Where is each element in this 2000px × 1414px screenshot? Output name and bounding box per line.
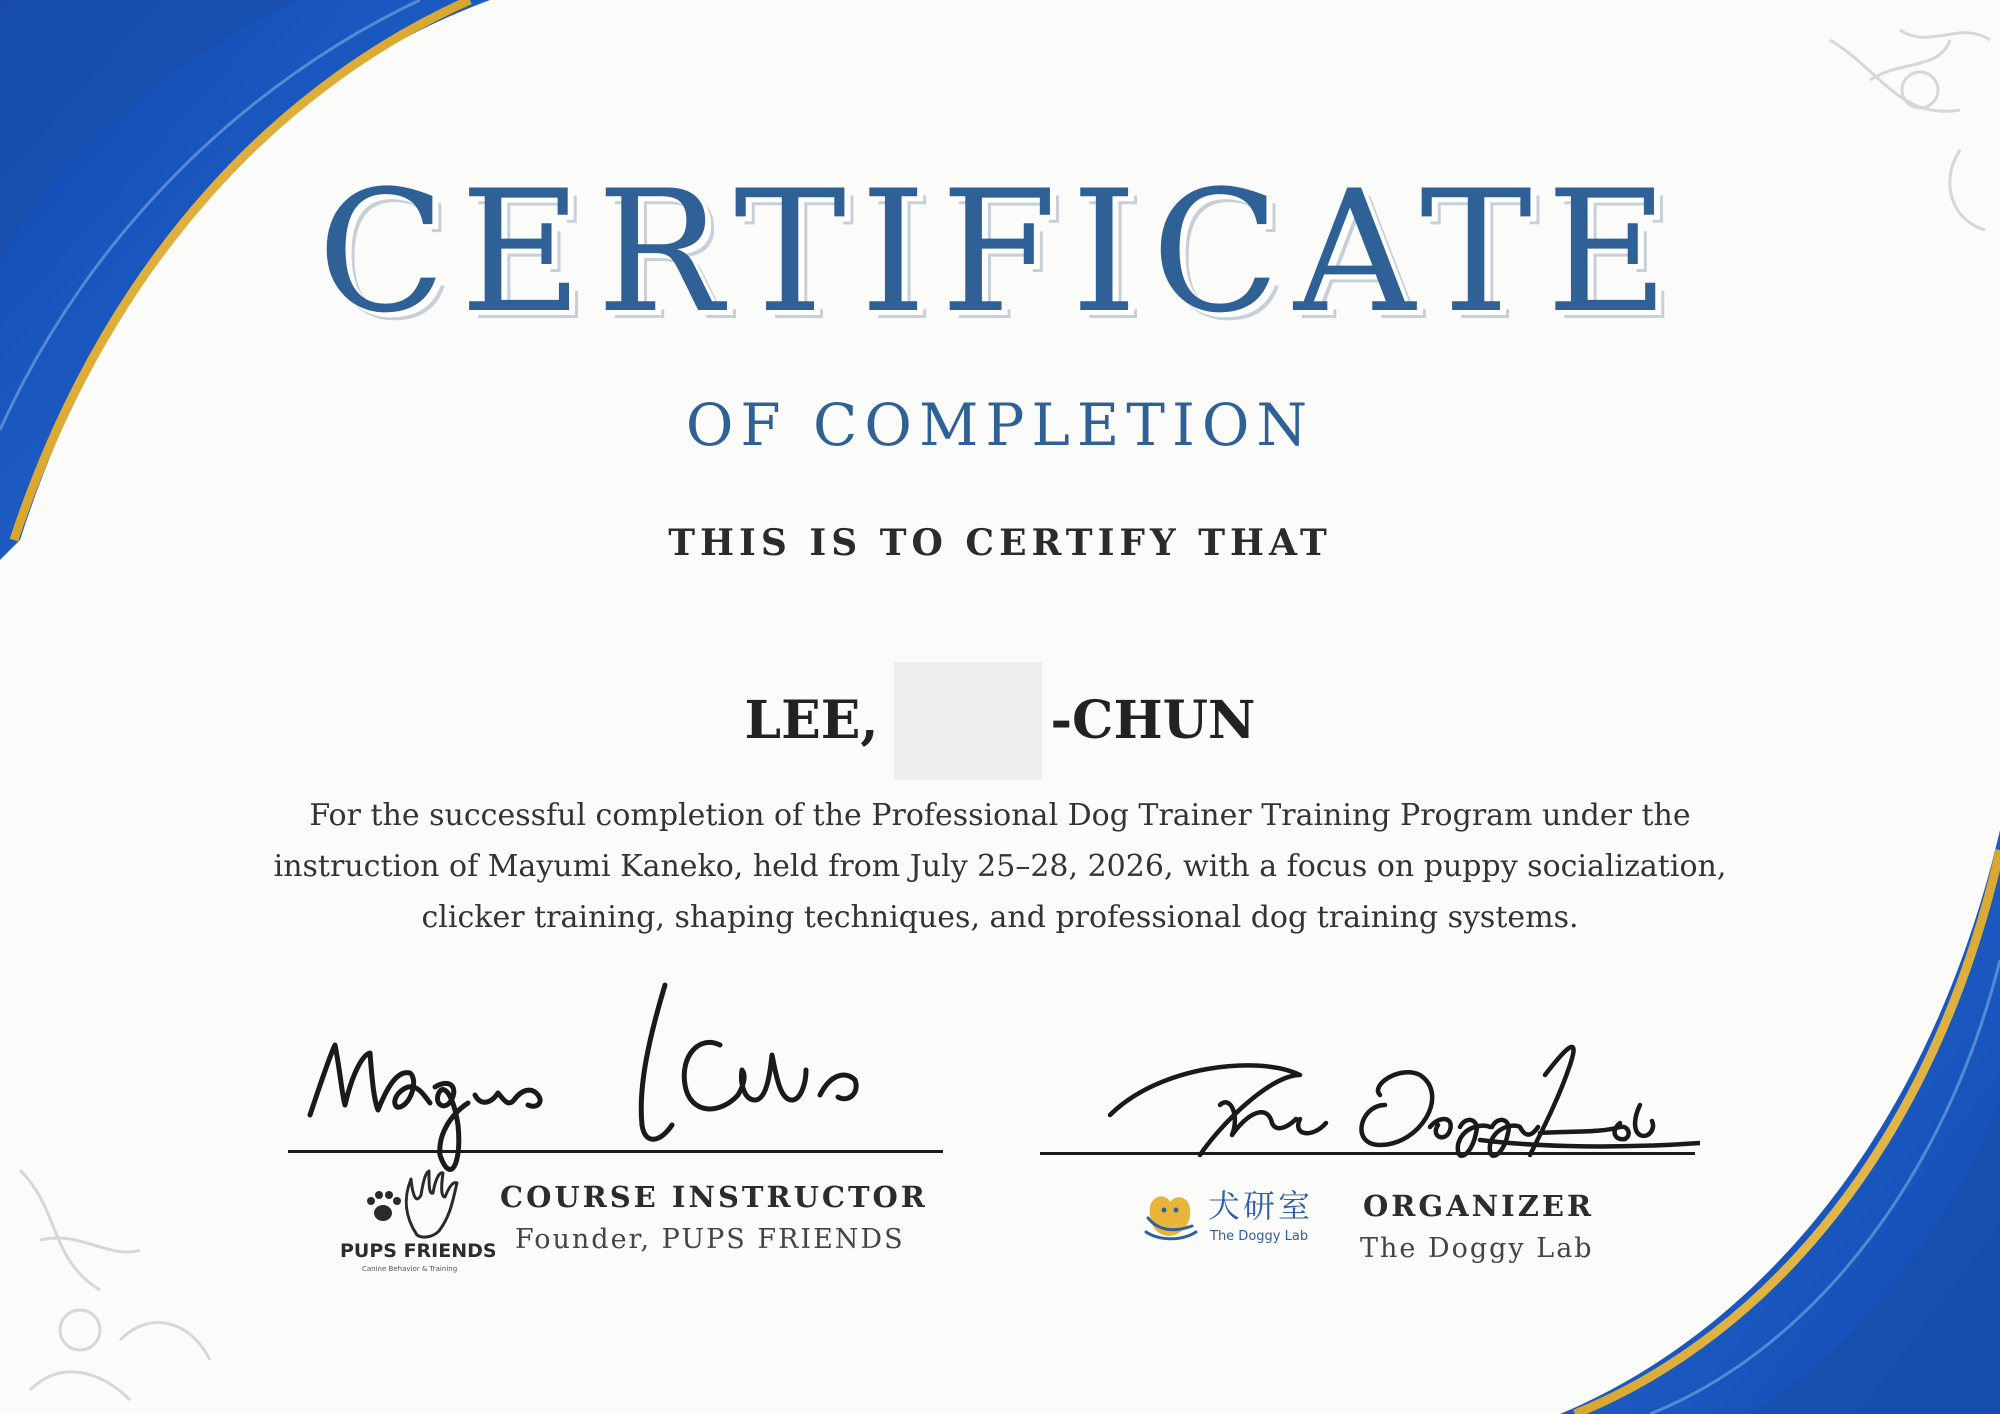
recipient-name — [0, 662, 2000, 780]
certify-statement: THIS IS TO CERTIFY THAT — [668, 522, 1332, 564]
instructor-title: Founder, PUPS FRIENDS — [515, 1224, 905, 1255]
instructor-signature — [300, 975, 900, 1175]
certificate-subtitle: OF COMPLETION — [685, 391, 1315, 459]
pups-friends-logo-name: PUPS FRIENDS — [340, 1240, 497, 1262]
recipient-given-name-suffix: -CHUN — [1050, 690, 1256, 751]
doggy-lab-logo-en: The Doggy Lab — [1210, 1229, 1309, 1244]
completion-description: For the successful completion of the Professional Dog Trainer Training Program under the instruction of Mayumi Kaneko, held from July 25–28, 2026, with a focus on puppy socialization, clicker training, shaping techniques, and professional dog training systems. — [273, 798, 1727, 935]
organizer-role: ORGANIZER — [1363, 1189, 1595, 1223]
organizer-title: The Doggy Lab — [1360, 1233, 1594, 1264]
pups-friends-logo-tagline: Canine Behavior & Training — [362, 1265, 458, 1273]
certificate-title: CERTIFICATE — [317, 154, 1683, 350]
instructor-role: COURSE INSTRUCTOR — [500, 1180, 928, 1214]
recipient-family-name: LEE, — [744, 690, 879, 751]
doggy-lab-logo-cjk: 犬研室 — [1208, 1187, 1314, 1225]
organizer-signature-line — [1040, 1152, 1695, 1155]
bottom-left-flourish — [20, 1170, 210, 1400]
redacted-name-block — [894, 662, 1042, 780]
instructor-signature-line — [288, 1150, 943, 1153]
dog-hand-icon — [1140, 1188, 1202, 1244]
paw-hand-icon — [355, 1165, 475, 1247]
